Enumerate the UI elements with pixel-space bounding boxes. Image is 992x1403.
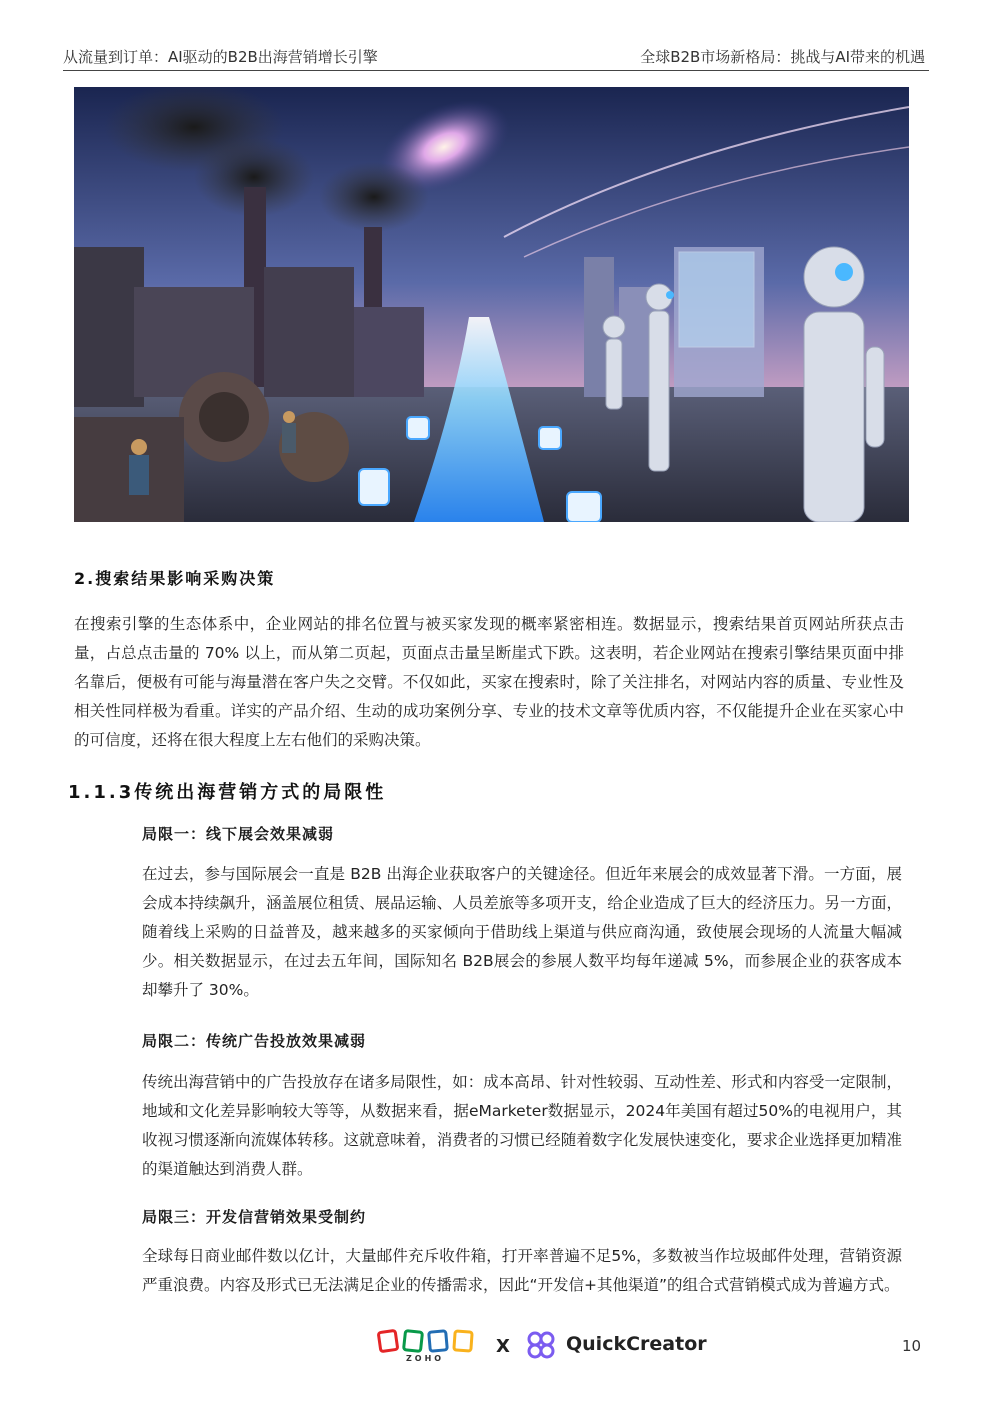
limit-heading-advertising: 局限二：传统广告投放效果减弱 bbox=[142, 1032, 367, 1050]
limit-paragraph-exhibitions: 在过去，参与国际展会一直是 B2B 出海企业获取客户的关键途径。但近年来展会的成效显著下滑。一方面，展会成本持续飙升，涵盖展位租赁、展品运输、人员差旅等多项开支，给企业造成了巨大的经济压力。另一方面，随着线上采购的日益普及，越来越多的买家倾向于借助线上渠道与供应商沟通，致使展会现场的人流量大幅减少。相关数据显示，在过去五年间，国际知名 B2B展会的参展人数平均每年递减 5%，而参展企业的获客成本却攀升了 30%。 bbox=[142, 865, 902, 999]
limit-heading-exhibitions: 局限一：线下展会效果减弱 bbox=[142, 825, 335, 843]
zoho-wordmark: ZOHO bbox=[406, 1354, 445, 1363]
zoho-green-square-icon bbox=[402, 1329, 424, 1353]
page-header bbox=[63, 40, 929, 71]
zoho-red-square-icon bbox=[377, 1329, 400, 1354]
limit-paragraph-outreach-email: 全球每日商业邮件数以亿计，大量邮件充斥收件箱，打开率普遍不足5%，多数被当作垃圾邮件处理，营销资源严重浪费。内容及形式已无法满足企业的传播需求，因此“开发信+其他渠道”的组合式营销模式成为普遍方式。 bbox=[142, 1247, 902, 1294]
section-heading-traditional-limitations: 1.1.3传统出海营销方式的局限性 bbox=[68, 782, 387, 803]
limit-paragraph-advertising: 传统出海营销中的广告投放存在诸多局限性，如：成本高昂、针对性较弱、互动性差、形式和内容受一定限制，地域和文化差异影响较大等等，从数据来看，据eMarketer数据显示，2024年美国有超过50%的电视用户，其收视习惯逐渐向流媒体转移。这就意味着，消费者的习惯已经随着数字化发展快速变化，要求企业选择更加精准的渠道触达到消费人群。 bbox=[142, 1073, 902, 1178]
zoho-yellow-square-icon bbox=[452, 1329, 473, 1352]
header-right-title: 全球B2B市场新格局：挑战与AI带来的机遇 bbox=[640, 48, 925, 66]
zoho-blue-square-icon bbox=[427, 1329, 449, 1353]
industrial-to-ai-transition-illustration bbox=[74, 87, 909, 522]
section-heading-search-results: 2.搜索结果影响采购决策 bbox=[74, 569, 276, 588]
zoho-logo bbox=[376, 1326, 480, 1366]
header-left-title: 从流量到订单：AI驱动的B2B出海营销增长引擎 bbox=[63, 48, 378, 66]
quickcreator-logo-icon bbox=[526, 1330, 556, 1360]
partnership-cross: X bbox=[496, 1336, 510, 1357]
page-number: 10 bbox=[902, 1337, 922, 1355]
section-paragraph-search-results: 在搜索引擎的生态体系中，企业网站的排名位置与被买家发现的概率紧密相连。数据显示，搜索结果首页网站所获点击量，占总点击量的 70% 以上，而从第二页起，页面点击量呈断崖式下跌。这表明，若企业网站在搜索引擎结果页面中排名靠后，便极有可能与海量潜在客户失之交臂。不仅如此，买家在搜索时，除了关注排名，对网站内容的质量、专业性及相关性同样极为看重。详实的产品介绍、生动的成功案例分享、专业的技术文章等优质内容，不仅能提升企业在买家心中的可信度，还将在很大程度上左右他们的采购决策。 bbox=[74, 615, 904, 749]
limit-heading-outreach-email: 局限三：开发信营销效果受制约 bbox=[142, 1208, 367, 1226]
hero-illustration bbox=[74, 87, 909, 522]
footer-logos bbox=[376, 1326, 706, 1366]
quickcreator-brand-name: QuickCreator bbox=[566, 1333, 707, 1355]
